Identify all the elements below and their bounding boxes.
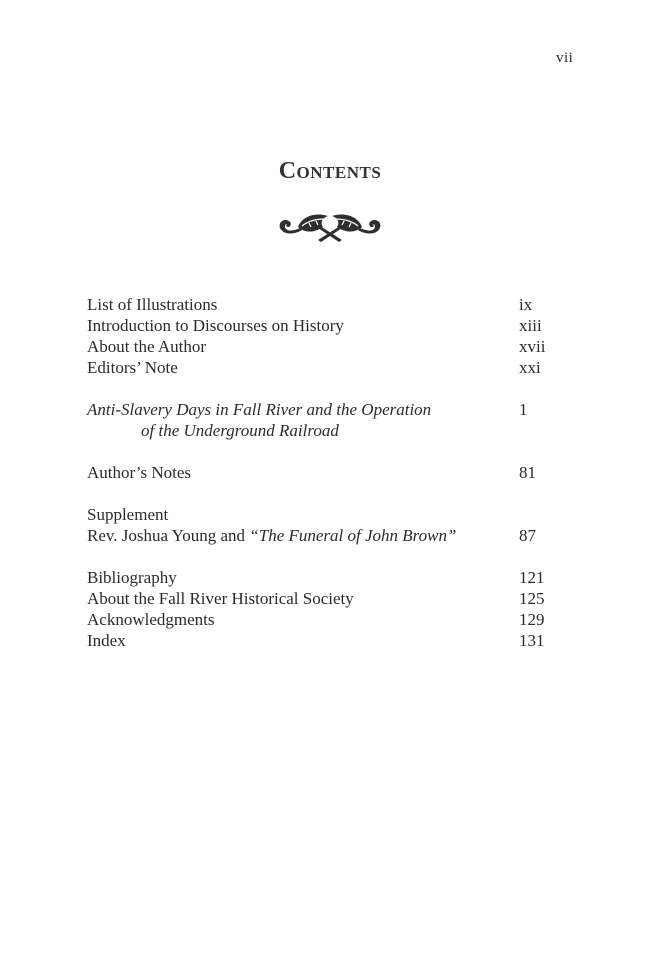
toc-section-heading (87, 504, 567, 525)
toc-entry-title: Bibliography (87, 568, 177, 587)
toc-entry[interactable] (87, 567, 567, 588)
spacer (87, 378, 567, 399)
toc-entry-page: 125 (519, 589, 545, 608)
spacer (87, 441, 567, 462)
toc-entry-page: 87 (519, 526, 536, 545)
toc-entry-title-prefix: Rev. Joshua Young and (87, 526, 250, 545)
toc-entry-title-continued: of the Underground Railroad (141, 421, 339, 440)
toc-entry[interactable] (87, 609, 567, 630)
toc-entry-title: About the Fall River Historical Society (87, 589, 354, 608)
toc-entry-title-italic: “The Funeral of John Brown” (249, 526, 457, 545)
toc-entry-page: 1 (519, 400, 528, 419)
toc-entry-page: 129 (519, 610, 545, 629)
toc-entry[interactable] (87, 588, 567, 609)
toc-entry[interactable] (87, 399, 567, 420)
toc-entry-title (87, 525, 456, 546)
page-number: vii (556, 50, 574, 66)
toc-entry[interactable] (87, 462, 567, 483)
toc-entry-page: xiii (519, 316, 542, 335)
toc-entry[interactable] (87, 525, 567, 546)
toc-entry[interactable] (87, 336, 567, 357)
toc-entry-title: Anti-Slavery Days in Fall River and the Operation (87, 400, 432, 419)
toc-entry[interactable] (87, 294, 567, 315)
toc-entry[interactable] (87, 630, 567, 651)
spacer (87, 546, 567, 567)
toc-entry-page: xvii (519, 337, 546, 356)
toc-entry-title: Acknowledgments (87, 610, 215, 629)
toc-entry-title: Index (87, 631, 126, 650)
toc-entry-title: List of Illustrations (87, 295, 218, 314)
toc-entry-title: Introduction to Discourses on History (87, 316, 344, 335)
toc-entry-page: 81 (519, 463, 536, 482)
toc-entry-page: ix (519, 295, 533, 314)
page-title: Contents (278, 158, 382, 184)
toc-entry-title: Supplement (87, 505, 169, 524)
spacer (87, 483, 567, 504)
table-of-contents (87, 294, 567, 651)
toc-entry[interactable] (87, 315, 567, 336)
toc-entry-page: 121 (519, 568, 545, 587)
toc-entry-page: 131 (519, 631, 545, 650)
toc-entry-title: Author’s Notes (87, 463, 192, 482)
toc-entry-title: About the Author (87, 337, 206, 356)
toc-entry-title: Editors’ Note (87, 358, 178, 377)
toc-entry[interactable] (87, 357, 567, 378)
leaf-ornament-icon (276, 210, 384, 244)
toc-entry-continuation (87, 420, 567, 441)
toc-entry-page: xxi (519, 358, 541, 377)
